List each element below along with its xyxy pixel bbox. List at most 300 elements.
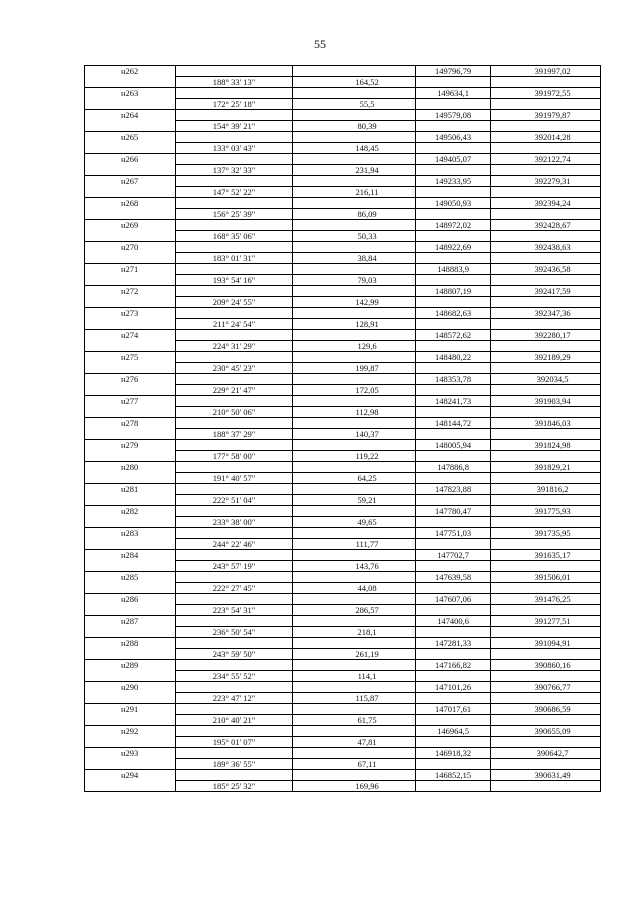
empty-cell xyxy=(293,154,416,165)
empty-cell xyxy=(176,264,293,275)
empty-cell xyxy=(416,649,491,660)
empty-cell xyxy=(491,297,601,308)
x-coordinate-cell: 149050,93 xyxy=(416,198,491,209)
y-coordinate-cell: 391997,02 xyxy=(491,66,601,77)
empty-cell xyxy=(176,748,293,759)
x-coordinate-cell: 148353,78 xyxy=(416,374,491,385)
point-name-cell: н273 xyxy=(85,308,176,319)
empty-cell xyxy=(416,341,491,352)
direction-angle-cell: 168° 35' 06" xyxy=(176,231,293,242)
empty-cell xyxy=(293,484,416,495)
direction-angle-cell: 243° 57' 19" xyxy=(176,561,293,572)
direction-angle-cell: 223° 54' 31" xyxy=(176,605,293,616)
empty-cell xyxy=(176,572,293,583)
empty-cell xyxy=(85,77,176,88)
x-coordinate-cell: 148144,72 xyxy=(416,418,491,429)
y-coordinate-cell: 390642,7 xyxy=(491,748,601,759)
table-row xyxy=(85,77,601,88)
x-coordinate-cell: 146852,15 xyxy=(416,770,491,781)
x-coordinate-cell: 148922,69 xyxy=(416,242,491,253)
segment-length-cell: 119,22 xyxy=(293,451,416,462)
empty-cell xyxy=(176,88,293,99)
empty-cell xyxy=(85,693,176,704)
empty-cell xyxy=(176,154,293,165)
empty-cell xyxy=(176,682,293,693)
empty-cell xyxy=(416,693,491,704)
table-row xyxy=(85,319,601,330)
x-coordinate-cell: 149506,43 xyxy=(416,132,491,143)
empty-cell xyxy=(491,539,601,550)
table-row xyxy=(85,253,601,264)
table-row xyxy=(85,682,601,693)
empty-cell xyxy=(85,99,176,110)
empty-cell xyxy=(293,418,416,429)
empty-cell xyxy=(416,451,491,462)
empty-cell xyxy=(416,583,491,594)
table-row xyxy=(85,209,601,220)
point-name-cell: н283 xyxy=(85,528,176,539)
y-coordinate-cell: 391476,25 xyxy=(491,594,601,605)
empty-cell xyxy=(85,781,176,792)
empty-cell xyxy=(176,616,293,627)
empty-cell xyxy=(293,616,416,627)
table-row xyxy=(85,385,601,396)
y-coordinate-cell: 392280,17 xyxy=(491,330,601,341)
y-coordinate-cell: 391903,94 xyxy=(491,396,601,407)
empty-cell xyxy=(491,143,601,154)
empty-cell xyxy=(416,253,491,264)
empty-cell xyxy=(85,407,176,418)
empty-cell xyxy=(491,473,601,484)
segment-length-cell: 286,57 xyxy=(293,605,416,616)
empty-cell xyxy=(416,561,491,572)
empty-cell xyxy=(416,517,491,528)
x-coordinate-cell: 147639,58 xyxy=(416,572,491,583)
direction-angle-cell: 154° 39' 21" xyxy=(176,121,293,132)
segment-length-cell: 49,65 xyxy=(293,517,416,528)
empty-cell xyxy=(491,715,601,726)
empty-cell xyxy=(293,242,416,253)
segment-length-cell: 79,03 xyxy=(293,275,416,286)
empty-cell xyxy=(491,627,601,638)
empty-cell xyxy=(491,319,601,330)
empty-cell xyxy=(293,352,416,363)
table-row xyxy=(85,407,601,418)
direction-angle-cell: 222° 27' 45" xyxy=(176,583,293,594)
empty-cell xyxy=(416,209,491,220)
table-row xyxy=(85,594,601,605)
empty-cell xyxy=(416,429,491,440)
table-row xyxy=(85,176,601,187)
x-coordinate-cell: 147886,8 xyxy=(416,462,491,473)
point-name-cell: н290 xyxy=(85,682,176,693)
empty-cell xyxy=(293,132,416,143)
x-coordinate-cell: 147017,61 xyxy=(416,704,491,715)
y-coordinate-cell: 391979,87 xyxy=(491,110,601,121)
empty-cell xyxy=(176,220,293,231)
table-row xyxy=(85,781,601,792)
table-row xyxy=(85,275,601,286)
point-name-cell: н287 xyxy=(85,616,176,627)
y-coordinate-cell: 390631,49 xyxy=(491,770,601,781)
direction-angle-cell: 185° 25' 32" xyxy=(176,781,293,792)
empty-cell xyxy=(85,143,176,154)
empty-cell xyxy=(85,671,176,682)
empty-cell xyxy=(85,209,176,220)
empty-cell xyxy=(85,319,176,330)
segment-length-cell: 44,08 xyxy=(293,583,416,594)
segment-length-cell: 231,94 xyxy=(293,165,416,176)
empty-cell xyxy=(176,594,293,605)
segment-length-cell: 112,98 xyxy=(293,407,416,418)
y-coordinate-cell: 392428,67 xyxy=(491,220,601,231)
empty-cell xyxy=(491,649,601,660)
table-row xyxy=(85,484,601,495)
x-coordinate-cell: 148572,62 xyxy=(416,330,491,341)
y-coordinate-cell: 390766,77 xyxy=(491,682,601,693)
table-row xyxy=(85,748,601,759)
table-row xyxy=(85,418,601,429)
empty-cell xyxy=(416,759,491,770)
y-coordinate-cell: 392034,5 xyxy=(491,374,601,385)
empty-cell xyxy=(176,198,293,209)
empty-cell xyxy=(176,726,293,737)
empty-cell xyxy=(416,231,491,242)
empty-cell xyxy=(293,66,416,77)
table-row xyxy=(85,451,601,462)
segment-length-cell: 164,52 xyxy=(293,77,416,88)
table-row xyxy=(85,88,601,99)
table-row xyxy=(85,539,601,550)
empty-cell xyxy=(416,363,491,374)
x-coordinate-cell: 147400,6 xyxy=(416,616,491,627)
empty-cell xyxy=(293,748,416,759)
empty-cell xyxy=(293,198,416,209)
table-row xyxy=(85,264,601,275)
empty-cell xyxy=(293,176,416,187)
point-name-cell: н286 xyxy=(85,594,176,605)
table-row xyxy=(85,583,601,594)
y-coordinate-cell: 392347,36 xyxy=(491,308,601,319)
empty-cell xyxy=(176,242,293,253)
empty-cell xyxy=(416,407,491,418)
y-coordinate-cell: 392394,24 xyxy=(491,198,601,209)
empty-cell xyxy=(176,308,293,319)
empty-cell xyxy=(85,385,176,396)
table-row xyxy=(85,649,601,660)
empty-cell xyxy=(85,649,176,660)
direction-angle-cell: 188° 37' 29" xyxy=(176,429,293,440)
page-number: 55 xyxy=(314,37,326,51)
empty-cell xyxy=(416,539,491,550)
table-row xyxy=(85,132,601,143)
empty-cell xyxy=(85,429,176,440)
empty-cell xyxy=(85,275,176,286)
y-coordinate-cell: 391846,03 xyxy=(491,418,601,429)
y-coordinate-cell: 391506,01 xyxy=(491,572,601,583)
direction-angle-cell: 243° 59' 50" xyxy=(176,649,293,660)
y-coordinate-cell: 391735,95 xyxy=(491,528,601,539)
table-row xyxy=(85,242,601,253)
empty-cell xyxy=(416,297,491,308)
direction-angle-cell: 195° 01' 07" xyxy=(176,737,293,748)
empty-cell xyxy=(416,99,491,110)
segment-length-cell: 64,25 xyxy=(293,473,416,484)
empty-cell xyxy=(85,583,176,594)
table-row xyxy=(85,308,601,319)
empty-cell xyxy=(85,231,176,242)
point-name-cell: н271 xyxy=(85,264,176,275)
empty-cell xyxy=(85,737,176,748)
point-name-cell: н276 xyxy=(85,374,176,385)
y-coordinate-cell: 390860,16 xyxy=(491,660,601,671)
empty-cell xyxy=(491,341,601,352)
empty-cell xyxy=(85,363,176,374)
empty-cell xyxy=(176,704,293,715)
empty-cell xyxy=(491,77,601,88)
direction-angle-cell: 224° 31' 29" xyxy=(176,341,293,352)
x-coordinate-cell: 148807,19 xyxy=(416,286,491,297)
empty-cell xyxy=(416,473,491,484)
table-row xyxy=(85,737,601,748)
table-row xyxy=(85,165,601,176)
table-row xyxy=(85,66,601,77)
empty-cell xyxy=(491,407,601,418)
direction-angle-cell: 191° 40' 57" xyxy=(176,473,293,484)
empty-cell xyxy=(176,462,293,473)
empty-cell xyxy=(85,187,176,198)
empty-cell xyxy=(176,330,293,341)
empty-cell xyxy=(176,484,293,495)
empty-cell xyxy=(176,396,293,407)
empty-cell xyxy=(293,264,416,275)
x-coordinate-cell: 147702,7 xyxy=(416,550,491,561)
x-coordinate-cell: 147281,33 xyxy=(416,638,491,649)
empty-cell xyxy=(491,165,601,176)
segment-length-cell: 142,99 xyxy=(293,297,416,308)
empty-cell xyxy=(491,693,601,704)
empty-cell xyxy=(491,275,601,286)
empty-cell xyxy=(85,451,176,462)
empty-cell xyxy=(491,121,601,132)
y-coordinate-cell: 392279,31 xyxy=(491,176,601,187)
segment-length-cell: 111,77 xyxy=(293,539,416,550)
segment-length-cell: 172,05 xyxy=(293,385,416,396)
segment-length-cell: 129,6 xyxy=(293,341,416,352)
empty-cell xyxy=(176,418,293,429)
direction-angle-cell: 183° 01' 31" xyxy=(176,253,293,264)
empty-cell xyxy=(491,363,601,374)
segment-length-cell: 140,37 xyxy=(293,429,416,440)
x-coordinate-cell: 148480,22 xyxy=(416,352,491,363)
y-coordinate-cell: 391824,98 xyxy=(491,440,601,451)
y-coordinate-cell: 391829,21 xyxy=(491,462,601,473)
point-name-cell: н278 xyxy=(85,418,176,429)
segment-length-cell: 61,75 xyxy=(293,715,416,726)
empty-cell xyxy=(416,715,491,726)
x-coordinate-cell: 147780,47 xyxy=(416,506,491,517)
segment-length-cell: 55,5 xyxy=(293,99,416,110)
empty-cell xyxy=(176,286,293,297)
table-row xyxy=(85,561,601,572)
table-row xyxy=(85,693,601,704)
empty-cell xyxy=(176,770,293,781)
point-name-cell: н272 xyxy=(85,286,176,297)
table-row xyxy=(85,352,601,363)
empty-cell xyxy=(491,737,601,748)
empty-cell xyxy=(491,517,601,528)
x-coordinate-cell: 147823,88 xyxy=(416,484,491,495)
segment-length-cell: 80,39 xyxy=(293,121,416,132)
table-row xyxy=(85,374,601,385)
empty-cell xyxy=(85,627,176,638)
empty-cell xyxy=(491,671,601,682)
segment-length-cell: 216,11 xyxy=(293,187,416,198)
empty-cell xyxy=(491,583,601,594)
point-name-cell: н279 xyxy=(85,440,176,451)
segment-length-cell: 169,96 xyxy=(293,781,416,792)
x-coordinate-cell: 148972,02 xyxy=(416,220,491,231)
empty-cell xyxy=(176,374,293,385)
point-name-cell: н285 xyxy=(85,572,176,583)
empty-cell xyxy=(176,550,293,561)
segment-length-cell: 47,81 xyxy=(293,737,416,748)
empty-cell xyxy=(293,440,416,451)
empty-cell xyxy=(491,99,601,110)
empty-cell xyxy=(293,660,416,671)
table-row xyxy=(85,616,601,627)
direction-angle-cell: 230° 45' 23" xyxy=(176,363,293,374)
segment-length-cell: 38,84 xyxy=(293,253,416,264)
table-row xyxy=(85,572,601,583)
table-row xyxy=(85,220,601,231)
empty-cell xyxy=(293,594,416,605)
point-name-cell: н263 xyxy=(85,88,176,99)
y-coordinate-cell: 391094,91 xyxy=(491,638,601,649)
direction-angle-cell: 193° 54' 16" xyxy=(176,275,293,286)
table-row xyxy=(85,231,601,242)
point-name-cell: н266 xyxy=(85,154,176,165)
empty-cell xyxy=(85,341,176,352)
table-row xyxy=(85,660,601,671)
empty-cell xyxy=(491,429,601,440)
direction-angle-cell: 147° 52' 22" xyxy=(176,187,293,198)
table-row xyxy=(85,286,601,297)
empty-cell xyxy=(491,253,601,264)
point-name-cell: н264 xyxy=(85,110,176,121)
segment-length-cell: 143,76 xyxy=(293,561,416,572)
direction-angle-cell: 133° 03' 43" xyxy=(176,143,293,154)
empty-cell xyxy=(293,374,416,385)
y-coordinate-cell: 391775,93 xyxy=(491,506,601,517)
empty-cell xyxy=(416,275,491,286)
empty-cell xyxy=(416,627,491,638)
direction-angle-cell: 156° 25' 39" xyxy=(176,209,293,220)
x-coordinate-cell: 149233,95 xyxy=(416,176,491,187)
table-row xyxy=(85,143,601,154)
y-coordinate-cell: 392438,63 xyxy=(491,242,601,253)
empty-cell xyxy=(176,638,293,649)
y-coordinate-cell: 391816,2 xyxy=(491,484,601,495)
empty-cell xyxy=(416,165,491,176)
empty-cell xyxy=(491,759,601,770)
direction-angle-cell: 172° 25' 18" xyxy=(176,99,293,110)
empty-cell xyxy=(85,495,176,506)
empty-cell xyxy=(293,770,416,781)
table-row xyxy=(85,440,601,451)
x-coordinate-cell: 146918,32 xyxy=(416,748,491,759)
segment-length-cell: 59,21 xyxy=(293,495,416,506)
empty-cell xyxy=(491,187,601,198)
empty-cell xyxy=(85,165,176,176)
segment-length-cell: 86,09 xyxy=(293,209,416,220)
point-name-cell: н267 xyxy=(85,176,176,187)
x-coordinate-cell: 149579,08 xyxy=(416,110,491,121)
empty-cell xyxy=(293,330,416,341)
empty-cell xyxy=(85,759,176,770)
y-coordinate-cell: 390686,59 xyxy=(491,704,601,715)
x-coordinate-cell: 147751,03 xyxy=(416,528,491,539)
x-coordinate-cell: 149405,07 xyxy=(416,154,491,165)
empty-cell xyxy=(176,176,293,187)
direction-angle-cell: 236° 50' 54" xyxy=(176,627,293,638)
empty-cell xyxy=(85,561,176,572)
table-row xyxy=(85,154,601,165)
direction-angle-cell: 188° 33' 13" xyxy=(176,77,293,88)
segment-length-cell: 114,1 xyxy=(293,671,416,682)
table-row xyxy=(85,726,601,737)
empty-cell xyxy=(491,385,601,396)
table-row xyxy=(85,627,601,638)
point-name-cell: н289 xyxy=(85,660,176,671)
point-name-cell: н292 xyxy=(85,726,176,737)
empty-cell xyxy=(293,220,416,231)
point-name-cell: н265 xyxy=(85,132,176,143)
direction-angle-cell: 234° 55' 52" xyxy=(176,671,293,682)
empty-cell xyxy=(293,286,416,297)
empty-cell xyxy=(416,319,491,330)
empty-cell xyxy=(176,528,293,539)
empty-cell xyxy=(85,253,176,264)
table-row xyxy=(85,187,601,198)
direction-angle-cell: 233° 38' 00" xyxy=(176,517,293,528)
table-row xyxy=(85,638,601,649)
empty-cell xyxy=(176,660,293,671)
table-row xyxy=(85,99,601,110)
segment-length-cell: 218,1 xyxy=(293,627,416,638)
point-name-cell: н274 xyxy=(85,330,176,341)
x-coordinate-cell: 149796,79 xyxy=(416,66,491,77)
point-name-cell: н294 xyxy=(85,770,176,781)
empty-cell xyxy=(176,440,293,451)
empty-cell xyxy=(491,209,601,220)
x-coordinate-cell: 148682,63 xyxy=(416,308,491,319)
empty-cell xyxy=(85,517,176,528)
point-name-cell: н262 xyxy=(85,66,176,77)
point-name-cell: н293 xyxy=(85,748,176,759)
empty-cell xyxy=(293,88,416,99)
empty-cell xyxy=(416,605,491,616)
y-coordinate-cell: 392436,58 xyxy=(491,264,601,275)
x-coordinate-cell: 146964,5 xyxy=(416,726,491,737)
table-row xyxy=(85,121,601,132)
table-row xyxy=(85,770,601,781)
direction-angle-cell: 223° 47' 12" xyxy=(176,693,293,704)
segment-length-cell: 115,87 xyxy=(293,693,416,704)
direction-angle-cell: 210° 40' 21" xyxy=(176,715,293,726)
empty-cell xyxy=(293,638,416,649)
empty-cell xyxy=(85,473,176,484)
